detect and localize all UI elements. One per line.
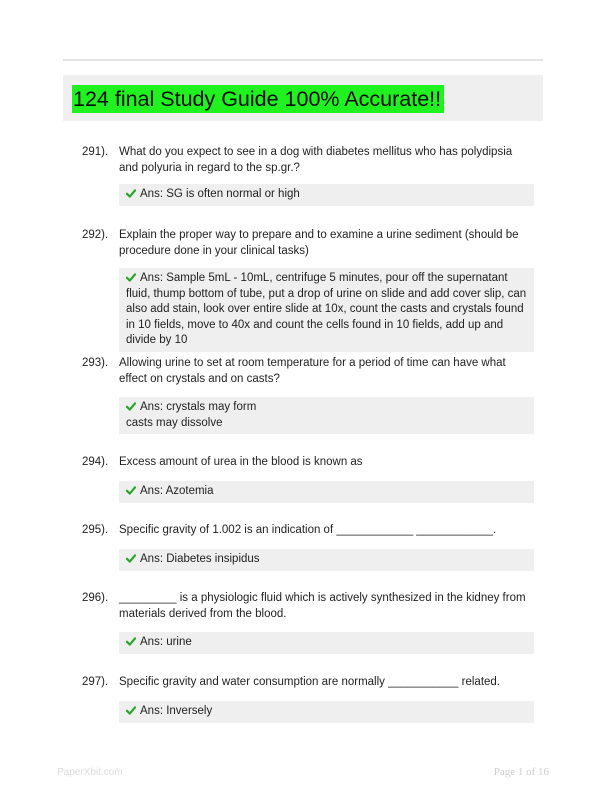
question-text: Excess amount of urea in the blood is known as bbox=[119, 456, 363, 468]
check-icon bbox=[126, 486, 136, 495]
question-text: Specific gravity of 1.002 is an indication of ____________ ____________. bbox=[119, 524, 497, 536]
top-divider bbox=[63, 59, 543, 61]
check-icon bbox=[126, 637, 136, 646]
question-text: Specific gravity and water consumption are normally ___________ related. bbox=[119, 676, 500, 688]
answer-text: Ans: urine bbox=[140, 636, 192, 648]
check-icon bbox=[126, 554, 136, 563]
answer-text: Ans: Diabetes insipidus bbox=[140, 553, 260, 565]
question-text: Allowing urine to set at room temperature for a period of time can have what effect on crystals and on casts? bbox=[119, 357, 506, 385]
question-number: 296). bbox=[82, 592, 109, 604]
question-number: 297). bbox=[82, 676, 109, 688]
answer-box bbox=[119, 481, 534, 503]
check-icon bbox=[126, 706, 136, 715]
check-icon bbox=[126, 189, 136, 198]
answer-text: Ans: SG is often normal or high bbox=[140, 188, 300, 200]
page-number: Page 1 of 16 bbox=[493, 766, 549, 778]
question-text: What do you expect to see in a dog with diabetes mellitus who has polydipsia and polyuria in regard to the sp.gr.? bbox=[119, 146, 513, 174]
answer-text: Ans: Azotemia bbox=[140, 485, 214, 497]
question-number: 291). bbox=[82, 146, 109, 158]
question-text: _________ is a physiologic fluid which is actively synthesized in the kidney from materials derived from the blood. bbox=[119, 592, 526, 620]
page-title: 124 final Study Guide 100% Accurate!! bbox=[72, 85, 444, 113]
answer-text: Ans: Sample 5mL - 10mL, centrifuge 5 minutes, pour off the supernatant fluid, thump bottom of tube, put a drop of urine on slide and add cover slip, can also add stain, look over entire slide at 10x, count the casts and crystals found in 10 fields, move to 40x and count the cells found in 10 fields, add up and divide by 10 bbox=[126, 272, 527, 346]
answer-box bbox=[119, 184, 534, 206]
answer-text: Ans: Inversely bbox=[140, 705, 213, 717]
question-number: 293). bbox=[82, 357, 109, 369]
check-icon bbox=[126, 402, 136, 411]
footer-site-watermark: PaperXbit.com bbox=[57, 767, 123, 778]
answer-box bbox=[119, 701, 534, 723]
question-number: 294). bbox=[82, 456, 109, 468]
answer-box bbox=[119, 397, 534, 434]
answer-text: Ans: crystals may form casts may dissolve bbox=[126, 401, 257, 429]
question-number: 295). bbox=[82, 524, 109, 536]
answer-box bbox=[119, 549, 534, 571]
title-banner bbox=[63, 75, 543, 121]
question-number: 292). bbox=[82, 229, 109, 241]
answer-box bbox=[119, 268, 534, 352]
question-text: Explain the proper way to prepare and to examine a urine sediment (should be procedure done in your clinical tasks) bbox=[119, 229, 519, 257]
answer-box bbox=[119, 632, 534, 654]
check-icon bbox=[126, 273, 136, 282]
